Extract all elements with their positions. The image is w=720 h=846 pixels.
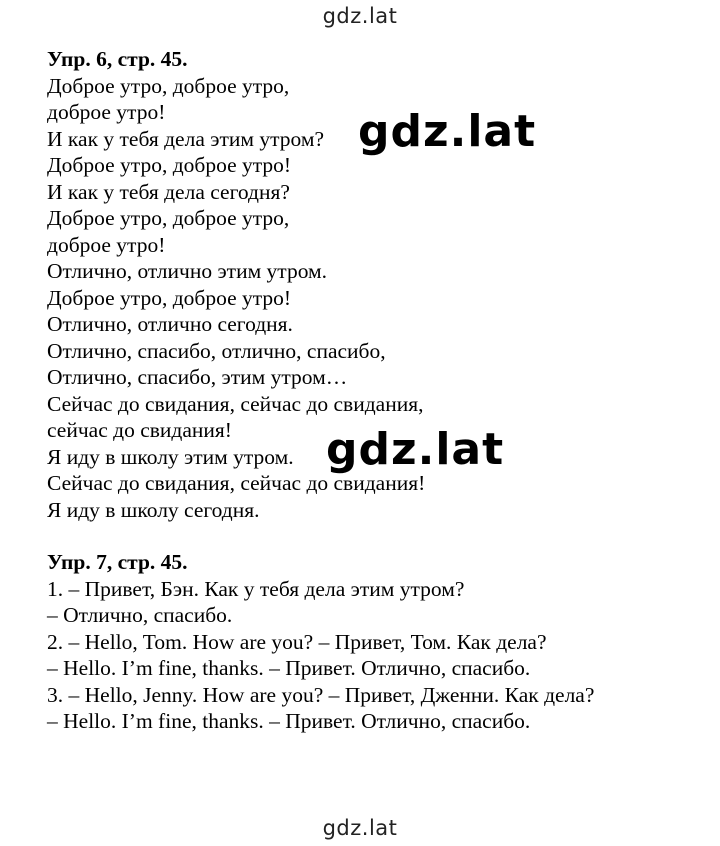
text-line: Я иду в школу этим утром. [47, 444, 294, 469]
overlay-watermark: gdz.lat [326, 424, 505, 475]
section-gap [47, 523, 697, 549]
text-line: 2. – Hello, Tom. How are you? – Привет, Том. Как дела? [47, 629, 547, 654]
text-line: Отлично, спасибо, отлично, спасибо, [47, 338, 386, 363]
text-line: И как у тебя дела этим утром? [47, 126, 325, 151]
text-line: Я иду в школу сегодня. [47, 497, 260, 522]
text-line: Отлично, отлично этим утром. [47, 259, 328, 283]
text-line: – Hello. I’m fine, thanks. – Привет. Отлично, спасибо. [47, 709, 531, 733]
text-line: Сейчас до свидания, сейчас до свидания, [47, 391, 424, 416]
text-line: Доброе утро, доброе утро! [47, 153, 292, 177]
text-line: Доброе утро, доброе утро, [47, 206, 290, 230]
text-line: доброе утро! [47, 232, 166, 257]
text-line: Доброе утро, доброе утро! [47, 285, 292, 310]
text-line: Отлично, отлично сегодня. [47, 312, 293, 336]
text-line: – Отлично, спасибо. [47, 603, 233, 627]
text-line: Отлично, спасибо, этим утром… [47, 365, 348, 389]
text-line: доброе утро! [47, 100, 166, 124]
exercise-6-heading: Упр. 6, стр. 45. [47, 47, 188, 71]
overlay-watermark: gdz.lat [358, 106, 537, 157]
header-watermark: gdz.lat [322, 4, 398, 28]
text-line: Сейчас до свидания, сейчас до свидания! [47, 471, 426, 495]
exercise-7 [47, 549, 697, 735]
text-line: – Hello. I’m fine, thanks. – Привет. Отлично, спасибо. [47, 656, 531, 680]
text-line: сейчас до свидания! [47, 418, 232, 442]
text-line: Доброе утро, доброе утро, [47, 73, 290, 98]
text-line: И как у тебя дела сегодня? [47, 179, 290, 204]
exercise-7-heading: Упр. 7, стр. 45. [47, 550, 188, 574]
text-line: 3. – Hello, Jenny. How are you? – Привет, Дженни. Как дела? [47, 682, 595, 707]
footer-watermark: gdz.lat [322, 816, 398, 840]
text-line: 1. – Привет, Бэн. Как у тебя дела этим утром? [47, 576, 465, 601]
